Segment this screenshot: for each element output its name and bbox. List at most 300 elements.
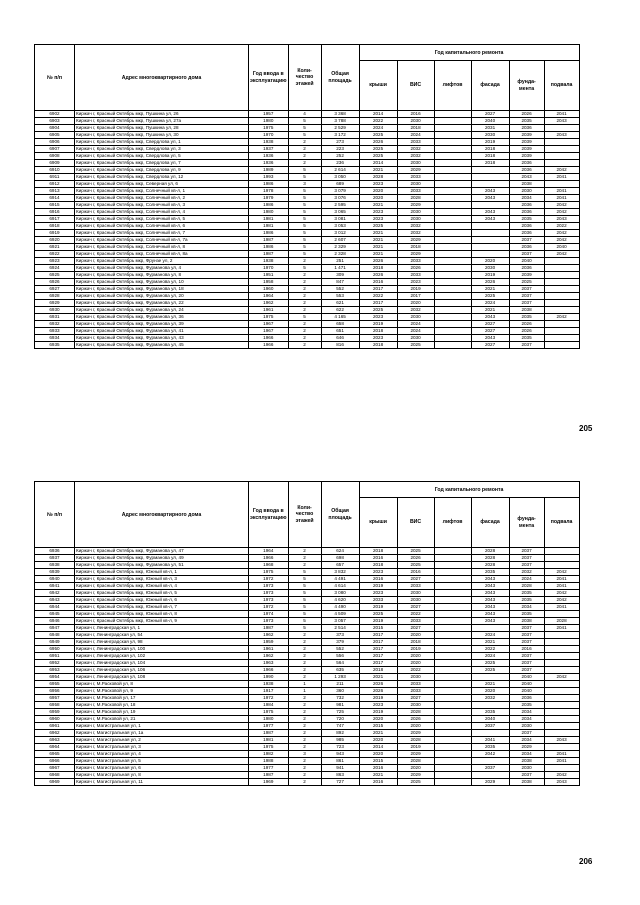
cell-year: 1981 (249, 737, 289, 744)
cell-floors: 2 (288, 737, 321, 744)
cell-num: 6958 (35, 702, 75, 709)
cell-roof: 2016 (359, 279, 397, 286)
cell-elevators (434, 279, 471, 286)
cell-vis: 2033 (397, 188, 434, 195)
cell-num: 6968 (35, 772, 75, 779)
cell-floors: 3 (288, 181, 321, 188)
table-row (35, 667, 580, 674)
cell-area: 1 471 (321, 265, 359, 272)
cell-num: 6935 (35, 342, 75, 349)
cell-elevators (434, 293, 471, 300)
cell-facade: 2037 (471, 723, 509, 730)
cell-floors: 5 (288, 237, 321, 244)
table-row (35, 321, 580, 328)
table-row (35, 688, 580, 695)
cell-elevators (434, 772, 471, 779)
cell-floors: 2 (288, 548, 321, 555)
header-repair-group: Год капитального ремонта (359, 45, 579, 61)
cell-vis: 2030 (397, 590, 434, 597)
cell-roof: 2025 (359, 611, 397, 618)
cell-foundation: 2039 (509, 272, 544, 279)
cell-facade: 2043 (471, 590, 509, 597)
cell-facade: 2040 (471, 118, 509, 125)
cell-roof: 2017 (359, 653, 397, 660)
cell-year: 1977 (249, 723, 289, 730)
cell-foundation: 2035 (509, 702, 544, 709)
cell-address: Киржач г, Красный Октябрь мкр, Солнечный кв-л, 5 (75, 216, 249, 223)
cell-year: 1986 (249, 244, 289, 251)
cell-address: Киржач г, Красный Октябрь мкр, Фурманова ул, 10 (75, 279, 249, 286)
cell-address: Киржач г, Красный Октябрь мкр, Южный кв-л, 1 (75, 569, 249, 576)
cell-elevators (434, 646, 471, 653)
cell-elevators (434, 132, 471, 139)
cell-basement: 2042 (544, 772, 579, 779)
cell-vis: 2030 (397, 702, 434, 709)
cell-address: Киржач г, М.Расковой ул, 9 (75, 688, 249, 695)
cell-basement: 2042 (544, 251, 579, 258)
cell-elevators (434, 576, 471, 583)
cell-foundation: 2037 (509, 772, 544, 779)
cell-address: Киржач г, Красный Октябрь мкр, Солнечный кв-л, 7 (75, 230, 249, 237)
cell-foundation: 2037 (509, 653, 544, 660)
cell-vis: 2025 (397, 779, 434, 786)
cell-basement: 2041 (544, 758, 579, 765)
table-row (35, 702, 580, 709)
cell-elevators (434, 160, 471, 167)
cell-basement: 2041 (544, 195, 579, 202)
cell-elevators (434, 188, 471, 195)
cell-roof: 2018 (359, 328, 397, 335)
cell-roof: 2023 (359, 335, 397, 342)
cell-year: 1958 (249, 279, 289, 286)
cell-vis: 2033 (397, 688, 434, 695)
cell-roof: 2026 (359, 272, 397, 279)
cell-elevators (434, 195, 471, 202)
cell-elevators (434, 237, 471, 244)
cell-year: 1964 (249, 548, 289, 555)
cell-elevators (434, 737, 471, 744)
cell-basement (544, 562, 579, 569)
cell-roof: 2018 (359, 342, 397, 349)
cell-num: 6921 (35, 244, 75, 251)
cell-floors: 1 (288, 688, 321, 695)
cell-num: 6950 (35, 646, 75, 653)
table-row (35, 132, 580, 139)
cell-floors: 2 (288, 667, 321, 674)
cell-num: 6930 (35, 307, 75, 314)
cell-facade (471, 167, 509, 174)
cell-roof: 2021 (359, 772, 397, 779)
cell-address: Киржач г, Красный Октябрь мкр, Фурманова ул, 41 (75, 328, 249, 335)
cell-year: 1962 (249, 653, 289, 660)
cell-address: Киржач г, Красный Октябрь мкр, Фурманова ул, 49 (75, 555, 249, 562)
cell-num: 6934 (35, 335, 75, 342)
cell-roof: 2017 (359, 646, 397, 653)
table-row (35, 118, 580, 125)
cell-foundation: 2037 (509, 555, 544, 562)
cell-year: 1987 (249, 772, 289, 779)
cell-area: 3 050 (321, 174, 359, 181)
cell-num: 6951 (35, 653, 75, 660)
cell-year: 1937 (249, 146, 289, 153)
cell-basement (544, 146, 579, 153)
cell-floors: 5 (288, 604, 321, 611)
cell-roof: 2028 (359, 174, 397, 181)
cell-vis: 2026 (397, 265, 434, 272)
cell-address: Киржач г, Магистральная ул, 5 (75, 758, 249, 765)
header-foundation: фунда-мента (509, 61, 544, 111)
cell-basement: 2043 (544, 737, 579, 744)
cell-roof: 2018 (359, 548, 397, 555)
cell-foundation: 2038 (509, 181, 544, 188)
cell-area: 223 (321, 146, 359, 153)
cell-elevators (434, 230, 471, 237)
cell-address: Киржач г, Красный Октябрь мкр, Южный кв-л, 8 (75, 611, 249, 618)
cell-floors: 2 (288, 716, 321, 723)
cell-foundation: 2034 (509, 737, 544, 744)
cell-foundation: 2037 (509, 286, 544, 293)
cell-basement: 2041 (544, 583, 579, 590)
cell-roof: 2021 (359, 730, 397, 737)
cell-floors: 5 (288, 244, 321, 251)
cell-address: Киржач г, Магистральная ул, 3 (75, 744, 249, 751)
cell-vis: 2019 (397, 286, 434, 293)
cell-vis: 2033 (397, 174, 434, 181)
cell-year: 1972 (249, 604, 289, 611)
cell-num: 6916 (35, 209, 75, 216)
cell-address: Киржач г, Красный Октябрь мкр, Солнечный кв-л, 8а (75, 251, 249, 258)
cell-roof: 2020 (359, 751, 397, 758)
cell-vis: 2025 (397, 562, 434, 569)
cell-floors: 5 (288, 314, 321, 321)
cell-facade (471, 223, 509, 230)
cell-address: Киржач г, Красный Октябрь мкр, Свердлова ул, 9 (75, 167, 249, 174)
cell-foundation: 2037 (509, 625, 544, 632)
cell-num: 6947 (35, 625, 75, 632)
cell-address: Киржач г, Красный Октябрь мкр, Солнечный кв-л, 3 (75, 202, 249, 209)
table-row (35, 279, 580, 286)
header-num: № п/п (35, 45, 75, 111)
cell-facade: 2043 (471, 314, 509, 321)
cell-address: Киржач г, М.Расковой ул, 18 (75, 702, 249, 709)
cell-area: 251 (321, 258, 359, 265)
cell-elevators (434, 216, 471, 223)
cell-basement: 2040 (544, 244, 579, 251)
cell-year: 1990 (249, 674, 289, 681)
cell-address: Киржач г, Красный Октябрь мкр, Фурманова ул, 18 (75, 286, 249, 293)
cell-vis: 2024 (397, 321, 434, 328)
cell-address: Киржач г, Красный Октябрь мкр, Фурманова ул, 45 (75, 342, 249, 349)
cell-foundation: 2035 (509, 597, 544, 604)
cell-basement: 2041 (544, 174, 579, 181)
cell-elevators (434, 153, 471, 160)
cell-floors: 2 (288, 293, 321, 300)
table-row (35, 216, 580, 223)
cell-basement (544, 730, 579, 737)
cell-address: Киржач г, Красный Октябрь мкр, Солнечный кв-л, 7а (75, 237, 249, 244)
cell-basement: 2042 (544, 569, 579, 576)
cell-floors: 2 (288, 335, 321, 342)
header-basement: подвала (544, 498, 579, 548)
cell-elevators (434, 730, 471, 737)
cell-address: Киржач г, Красный Октябрь мкр, Свердлова ул, 12 (75, 174, 249, 181)
cell-basement (544, 286, 579, 293)
cell-year: 1977 (249, 765, 289, 772)
table-row (35, 174, 580, 181)
cell-foundation: 2037 (509, 562, 544, 569)
table-row (35, 188, 580, 195)
cell-area: 2 607 (321, 237, 359, 244)
cell-vis: 2030 (397, 314, 434, 321)
header-floors: Коли-чество этажей (288, 482, 321, 548)
cell-address: Киржач г, Магистральная ул, 11 (75, 779, 249, 786)
cell-floors: 5 (288, 251, 321, 258)
header-elevators: лифтов (434, 61, 471, 111)
cell-facade: 2018 (471, 153, 509, 160)
cell-vis: 2024 (397, 328, 434, 335)
table-row (35, 125, 580, 132)
cell-roof: 2015 (359, 758, 397, 765)
cell-year: 1980 (249, 118, 289, 125)
cell-address: Киржач г, Красный Октябрь мкр, Южный кв-л, 6 (75, 597, 249, 604)
cell-num: 6911 (35, 174, 75, 181)
table-row (35, 307, 580, 314)
cell-year: 1984 (249, 702, 289, 709)
table-row (35, 251, 580, 258)
cell-address: Киржач г, Ленинградская ул, 108 (75, 674, 249, 681)
cell-elevators (434, 111, 471, 118)
cell-num: 6919 (35, 230, 75, 237)
cell-foundation: 2039 (509, 139, 544, 146)
cell-basement (544, 744, 579, 751)
cell-facade: 2018 (471, 146, 509, 153)
cell-elevators (434, 342, 471, 349)
cell-year: 1957 (249, 111, 289, 118)
cell-foundation: 2036 (509, 160, 544, 167)
cell-area: 863 (321, 772, 359, 779)
cell-num: 6917 (35, 216, 75, 223)
cell-foundation: 2030 (509, 188, 544, 195)
cell-facade: 2019 (471, 272, 509, 279)
cell-basement (544, 681, 579, 688)
cell-roof: 2014 (359, 744, 397, 751)
cell-vis: 2027 (397, 625, 434, 632)
cell-roof: 2022 (359, 293, 397, 300)
cell-num: 6960 (35, 716, 75, 723)
cell-roof: 2023 (359, 181, 397, 188)
cell-num: 6902 (35, 111, 75, 118)
table-row (35, 562, 580, 569)
cell-num: 6957 (35, 695, 75, 702)
cell-num: 6924 (35, 265, 75, 272)
cell-year: 1987 (249, 730, 289, 737)
cell-area: 564 (321, 660, 359, 667)
cell-facade: 2020 (471, 258, 509, 265)
cell-roof: 2023 (359, 702, 397, 709)
cell-roof: 2023 (359, 216, 397, 223)
header-facade: фасада (471, 61, 509, 111)
cell-roof: 2025 (359, 223, 397, 230)
cell-area: 552 (321, 646, 359, 653)
table-row (35, 265, 580, 272)
cell-num: 6949 (35, 639, 75, 646)
cell-num: 6945 (35, 611, 75, 618)
cell-year: 1936 (249, 160, 289, 167)
cell-address: Киржач г, Красный Октябрь мкр, Пушкина ул, 28 (75, 125, 249, 132)
cell-num: 6953 (35, 667, 75, 674)
table-row (35, 230, 580, 237)
table-row (35, 653, 580, 660)
cell-num: 6962 (35, 730, 75, 737)
cell-floors: 2 (288, 160, 321, 167)
cell-area: 981 (321, 702, 359, 709)
cell-floors: 2 (288, 695, 321, 702)
cell-address: Киржач г, М.Расковой ул, 8 (75, 681, 249, 688)
cell-facade: 2041 (471, 737, 509, 744)
table-body (35, 548, 580, 786)
cell-facade (471, 230, 509, 237)
cell-roof: 2017 (359, 286, 397, 293)
cell-foundation: 2037 (509, 667, 544, 674)
cell-foundation: 2037 (509, 639, 544, 646)
cell-elevators (434, 244, 471, 251)
header-foundation: фунда-мента (509, 498, 544, 548)
cell-vis: 2030 (397, 216, 434, 223)
cell-floors: 2 (288, 758, 321, 765)
cell-facade (471, 181, 509, 188)
cell-basement: 2042 (544, 674, 579, 681)
cell-facade (471, 772, 509, 779)
cell-num: 6922 (35, 251, 75, 258)
cell-roof: 2025 (359, 153, 397, 160)
cell-floors: 5 (288, 167, 321, 174)
cell-elevators (434, 590, 471, 597)
cell-area: 727 (321, 779, 359, 786)
cell-basement (544, 160, 579, 167)
cell-elevators (434, 118, 471, 125)
cell-address: Киржач г, Магистральная ул, 4 (75, 751, 249, 758)
cell-num: 6969 (35, 779, 75, 786)
cell-vis: 2029 (397, 167, 434, 174)
cell-floors: 2 (288, 279, 321, 286)
header-year: Год ввода в эксплуатацию (249, 45, 289, 111)
cell-address: Киржач г, Красный Октябрь мкр, Фурманова ул, 24 (75, 307, 249, 314)
cell-area: 732 (321, 695, 359, 702)
cell-address: Киржач г, Ленинградская ул, 54 (75, 632, 249, 639)
cell-num: 6932 (35, 321, 75, 328)
cell-basement (544, 632, 579, 639)
cell-address: Киржач г, Красный Октябрь мкр, Свердлова ул, 3 (75, 146, 249, 153)
cell-year: 1959 (249, 639, 289, 646)
cell-foundation: 2037 (509, 293, 544, 300)
table-row (35, 111, 580, 118)
table-row (35, 209, 580, 216)
cell-address: Киржач г, Магистральная ул, 1а (75, 730, 249, 737)
cell-facade: 2043 (471, 209, 509, 216)
cell-year: 1966 (249, 342, 289, 349)
cell-roof: 2019 (359, 709, 397, 716)
cell-basement (544, 321, 579, 328)
cell-foundation: 2036 (509, 244, 544, 251)
cell-floors: 2 (288, 146, 321, 153)
cell-facade: 2027 (471, 321, 509, 328)
cell-basement (544, 300, 579, 307)
cell-roof: 2020 (359, 716, 397, 723)
cell-roof: 2015 (359, 723, 397, 730)
cell-year: 1938 (249, 681, 289, 688)
cell-foundation: 2038 (509, 758, 544, 765)
cell-basement (544, 695, 579, 702)
cell-facade: 2025 (471, 660, 509, 667)
cell-num: 6907 (35, 146, 75, 153)
cell-roof: 2017 (359, 660, 397, 667)
cell-foundation: 2035 (509, 216, 544, 223)
cell-address: Киржач г, Красный Октябрь мкр, Солнечный кв-л, 6 (75, 223, 249, 230)
cell-foundation: 2029 (509, 744, 544, 751)
cell-foundation: 2036 (509, 167, 544, 174)
cell-area: 2 614 (321, 167, 359, 174)
cell-facade: 2021 (471, 307, 509, 314)
cell-year: 1973 (249, 590, 289, 597)
cell-floors: 5 (288, 611, 321, 618)
cell-num: 6937 (35, 555, 75, 562)
cell-facade: 2021 (471, 639, 509, 646)
cell-elevators (434, 709, 471, 716)
cell-roof: 2018 (359, 667, 397, 674)
table-row (35, 639, 580, 646)
cell-roof: 2019 (359, 618, 397, 625)
cell-floors: 2 (288, 765, 321, 772)
cell-vis: 2029 (397, 772, 434, 779)
cell-roof: 2021 (359, 230, 397, 237)
cell-facade: 2035 (471, 709, 509, 716)
cell-foundation: 2036 (509, 265, 544, 272)
cell-vis: 2019 (397, 744, 434, 751)
table-row (35, 723, 580, 730)
repair-table-page-206 (34, 481, 580, 786)
cell-vis: 2028 (397, 709, 434, 716)
cell-floors: 5 (288, 569, 321, 576)
cell-elevators (434, 174, 471, 181)
cell-facade (471, 174, 509, 181)
table-body (35, 111, 580, 349)
cell-vis: 2027 (397, 604, 434, 611)
cell-facade: 2035 (471, 744, 509, 751)
cell-elevators (434, 251, 471, 258)
cell-year: 1961 (249, 646, 289, 653)
cell-floors: 2 (288, 342, 321, 349)
cell-roof: 2022 (359, 118, 397, 125)
cell-year: 1986 (249, 230, 289, 237)
cell-num: 6933 (35, 328, 75, 335)
cell-address: Киржач г, М.Расковой ул, 17 (75, 695, 249, 702)
header-address: Адрес многоквартирного дома (75, 45, 249, 111)
cell-vis: 2032 (397, 146, 434, 153)
cell-basement (544, 125, 579, 132)
cell-num: 6954 (35, 674, 75, 681)
cell-year: 1970 (249, 132, 289, 139)
cell-roof: 2033 (359, 597, 397, 604)
cell-foundation: 2040 (509, 688, 544, 695)
header-elevators: лифтов (434, 498, 471, 548)
cell-vis: 2024 (397, 132, 434, 139)
cell-basement (544, 335, 579, 342)
cell-num: 6959 (35, 709, 75, 716)
cell-area: 725 (321, 709, 359, 716)
cell-basement (544, 139, 579, 146)
table-row (35, 730, 580, 737)
cell-year: 1936 (249, 153, 289, 160)
